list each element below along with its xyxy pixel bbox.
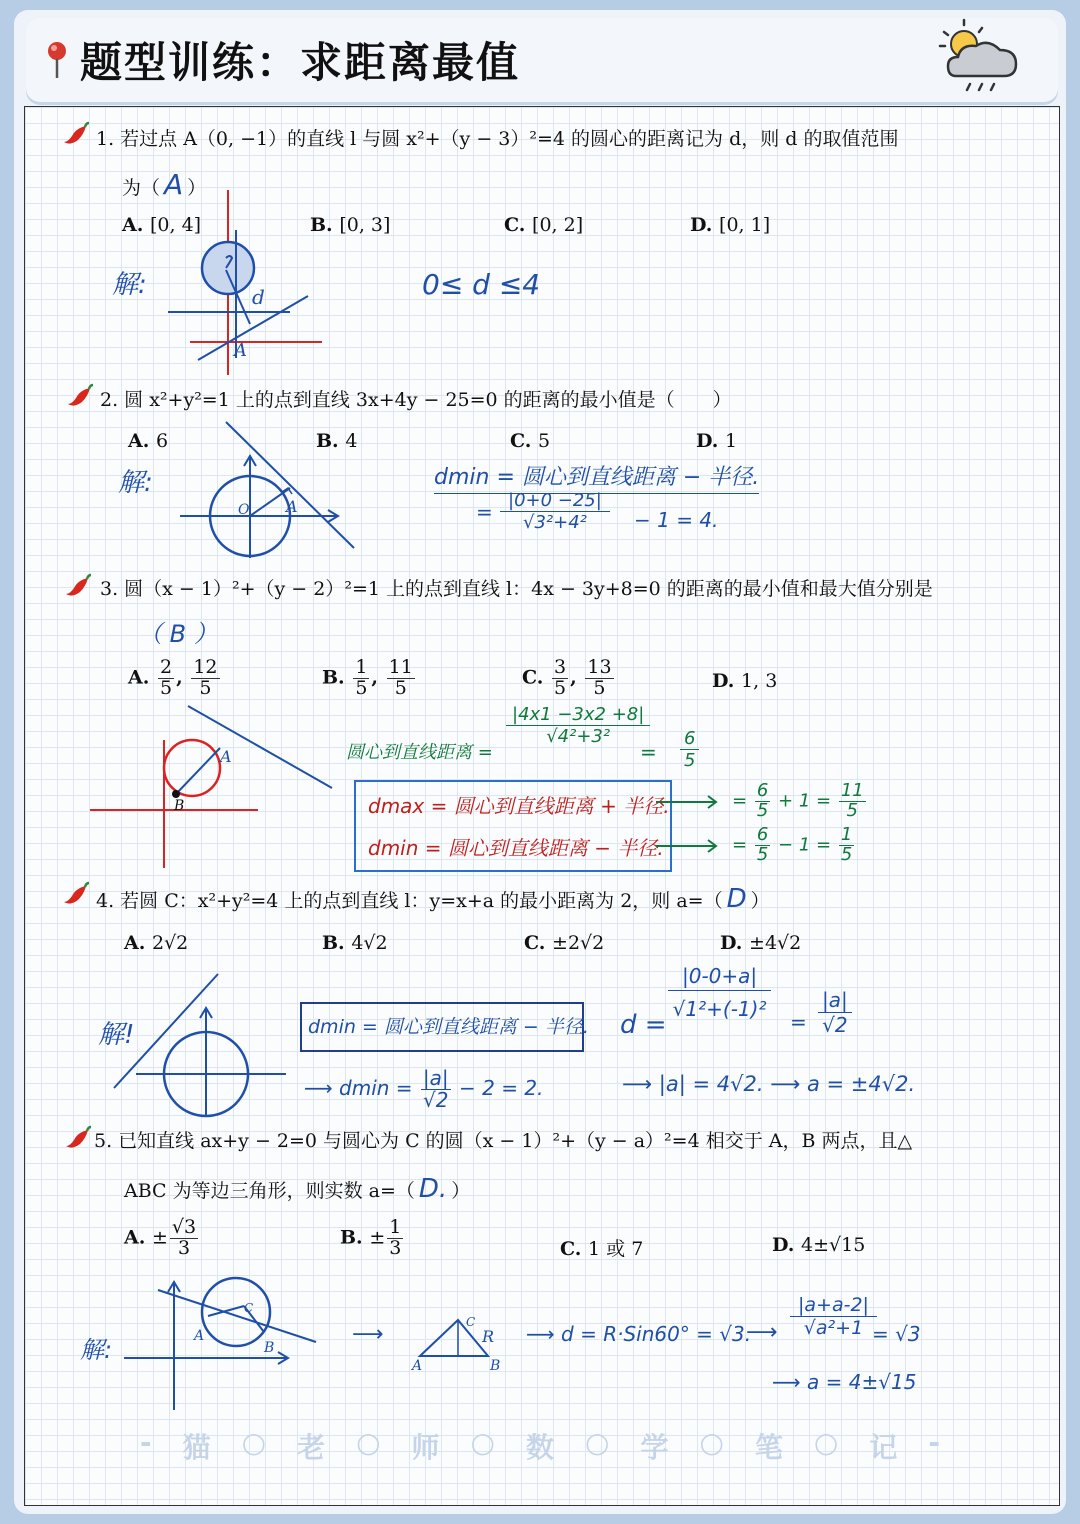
problem-5-work-final: ⟶ a = 4±√15	[772, 1370, 917, 1394]
problem-5-option-b: B. ± $\frac{1}{3}$	[340, 1216, 402, 1259]
problem-2-work-line1: dmin = 圆心到直线距离 − 半径.	[434, 460, 759, 494]
problem-4-option-a: A. 2√2	[124, 932, 189, 954]
problem-3-option-c: C. $\frac{3}{5}$ , $\frac{13}{5}$	[522, 656, 612, 699]
problem-1-option-d: D. [0, 1]	[690, 214, 771, 236]
problem-3-option-d: D. 1, 3	[712, 670, 778, 692]
problem-5-tri-label-c: C	[466, 1315, 476, 1329]
page-title: 题型训练：求距离最值	[80, 38, 521, 87]
problem-4-answer: D	[726, 884, 747, 914]
problem-1-work: 0≤ d ≤4	[422, 268, 541, 301]
problem-5-label-c: C	[244, 1301, 254, 1315]
problem-4-option-c: C. ±2√2	[524, 932, 605, 954]
problem-3-diagram	[88, 700, 338, 870]
problem-3-green-fraction: |4x1 −3x2 +8| √4²+3²	[506, 704, 650, 747]
problem-5-diagram	[120, 1276, 320, 1412]
problem-2-work-tail: − 1 = 4.	[634, 508, 719, 532]
problem-2-work-eq: =	[476, 500, 493, 524]
chili-pepper-icon	[62, 122, 90, 146]
problem-3-green-label: 圆心到直线距离 =	[346, 742, 493, 763]
problem-2-diagram	[178, 420, 358, 560]
problem-2-option-d: D. 1	[696, 430, 738, 452]
problem-5-triangle	[408, 1312, 512, 1372]
problem-1-option-c: C. [0, 2]	[504, 214, 584, 236]
problem-4-stem: 4. 若圆 C：x²+y²=4 上的点到直线 l：y=x+a 的最小距离为 2，则 a=（ D ）	[96, 884, 770, 914]
chili-pepper-icon	[64, 574, 92, 598]
problem-1-stem-line2: 为（ A ）	[122, 168, 207, 201]
problem-4-box-text: dmin = 圆心到直线距离 − 半径.	[308, 1016, 589, 1038]
problem-4-option-b: B. 4√2	[322, 932, 388, 954]
problem-1-label-a: A	[234, 340, 247, 361]
problem-3-answer: （ B ）	[138, 620, 218, 648]
problem-5-label-b: B	[264, 1340, 275, 1356]
problem-4-line2-tail: ⟶ |a| = 4√2. ⟶ a = ±4√2.	[622, 1072, 916, 1096]
problem-2-option-c: C. 5	[510, 430, 551, 452]
problem-2-solution-label: 解:	[118, 468, 153, 498]
problem-2-option-b: B. 4	[316, 430, 358, 452]
problem-3-green-result: 6 5	[680, 728, 699, 771]
problem-5-option-a: A. ± $\frac{√3}{3}$	[124, 1216, 197, 1259]
problem-2-stem: 2. 圆 x²+y²=1 上的点到直线 3x+4y − 25=0 的距离的最小值是（ ）	[100, 389, 732, 411]
problem-3-option-a: A. $\frac{2}{5}$ , $\frac{12}{5}$	[128, 656, 218, 699]
problem-1-option-a: A. [0, 4]	[122, 214, 202, 236]
problem-5-solution-label: 解:	[80, 1336, 113, 1364]
problem-3-min-result: = $\frac{6}{5}$ − 1 = $\frac{1}{5}$	[732, 824, 853, 865]
problem-1-label-d: d	[252, 285, 265, 309]
problem-5-answer: D.	[418, 1174, 448, 1204]
problem-5-option-d: D. 4±√15	[772, 1234, 866, 1256]
problem-5-work-eq: = √3	[872, 1322, 921, 1346]
problem-5-stem-line2: ABC 为等边三角形，则实数 a=（ D. ）	[124, 1174, 471, 1204]
problem-5-arrow2: ⟶	[746, 1320, 778, 1345]
problem-3-stem: 3. 圆（x − 1）²+（y − 2）²=1 上的点到直线 l：4x − 3y+8=0 的距离的最小值和最大值分别是	[100, 578, 933, 600]
problem-4-line2: ⟶ dmin = $\frac{|a|}{√2}$ − 2 = 2.	[304, 1066, 544, 1112]
problem-2-option-a: A. 6	[128, 430, 169, 452]
watermark: - 猫 ○ 老 ○ 师 ○ 数 ○ 学 ○ 笔 ○ 记 -	[140, 1426, 940, 1464]
problem-2-label-o: O	[238, 502, 250, 518]
problem-3-option-b: B. $\frac{1}{5}$ , $\frac{11}{5}$	[322, 656, 413, 699]
problem-3-label-b: B	[174, 798, 185, 814]
chili-pepper-icon	[64, 1126, 92, 1150]
problem-5-work-mid: ⟶ d = R·Sin60° = √3.	[526, 1322, 752, 1346]
problem-2-fraction: |0+0 −25| √3²+4²	[500, 490, 610, 533]
chili-pepper-icon	[66, 384, 94, 408]
problem-3-red-max: dmax = 圆心到直线距离 + 半径.	[368, 794, 670, 818]
problem-5-tri-label-r: R	[482, 1327, 495, 1346]
problem-4-d-eq: =	[790, 1010, 807, 1034]
problem-3-green-eq: =	[640, 740, 657, 764]
problem-4-solution-label: 解!	[98, 1020, 135, 1050]
problem-1-diagram	[160, 190, 330, 380]
pin-icon	[44, 40, 70, 80]
problem-2-label-a: A	[286, 497, 298, 516]
problem-1-stem: 1. 若过点 A（0, −1）的直线 l 与圆 x²+（y − 3）²=4 的圆心的距离记为 d，则 d 的取值范围	[96, 128, 899, 150]
problem-5-arrow1: ⟶	[352, 1322, 384, 1347]
problem-4-d-result: |a| √2	[818, 988, 852, 1037]
problem-3-label-a: A	[220, 747, 232, 766]
problem-5-stem: 5. 已知直线 ax+y − 2=0 与圆心为 C 的圆（x − 1）²+（y − a）²=4 相交于 A，B 两点，且△	[94, 1130, 913, 1152]
problem-4-d-label: d =	[620, 1010, 667, 1040]
problem-5-label-a: A	[194, 1328, 205, 1344]
problem-3-red-min: dmin = 圆心到直线距离 − 半径.	[368, 836, 664, 860]
problem-4-d-fraction: |0-0+a| √1²+(-1)²	[668, 962, 771, 1021]
problem-5-tri-label-a: A	[412, 1358, 423, 1374]
problem-5-option-c: C. 1 或 7	[560, 1238, 644, 1260]
partly-cloudy-icon	[930, 14, 1030, 94]
problem-1-answer: A	[164, 168, 184, 201]
problem-5-tri-label-b: B	[490, 1358, 501, 1374]
problem-3-max-result: = $\frac{6}{5}$ + 1 = $\frac{11}{5}$	[732, 780, 864, 821]
problem-4-diagram	[110, 970, 290, 1120]
problem-4-option-d: D. ±4√2	[720, 932, 802, 954]
chili-pepper-icon	[62, 882, 90, 906]
problem-3-arrows	[656, 790, 726, 860]
problem-1-solution-label: 解:	[112, 270, 147, 300]
problem-1-option-b: B. [0, 3]	[310, 214, 391, 236]
problem-5-fraction: |a+a-2| √a²+1	[790, 1294, 877, 1339]
